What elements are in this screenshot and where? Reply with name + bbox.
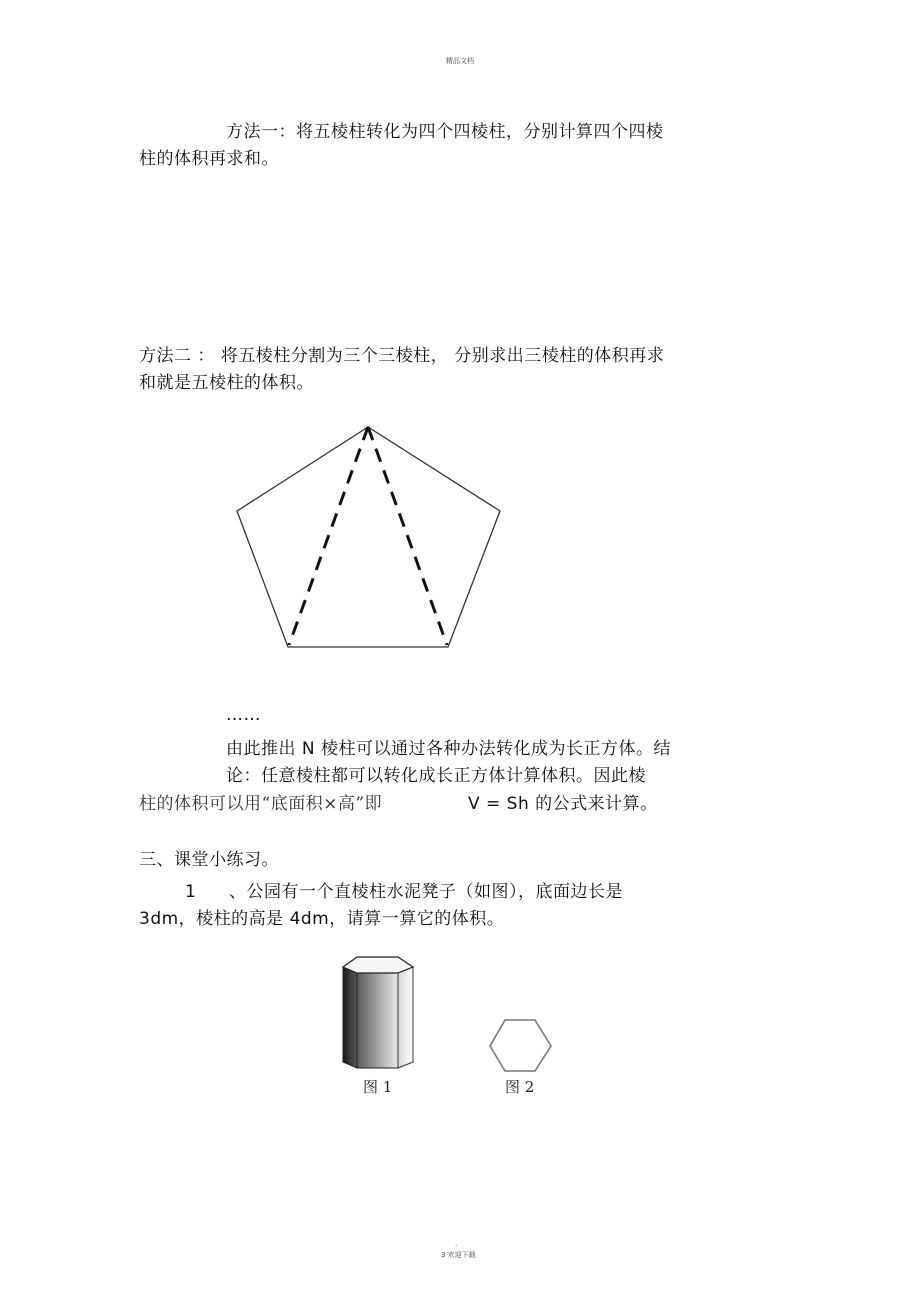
section3-heading: 三、课堂小练习。 <box>139 850 279 870</box>
hexagon-outline <box>490 1020 551 1071</box>
figure1-caption: 图 1 <box>363 1078 393 1096</box>
question-line2: 3dm，棱柱的高是 4dm，请算一算它的体积。 <box>139 909 505 929</box>
conclusion-line1: 由此推出 N 棱柱可以通过各种办法转化成为长正方体。结 <box>226 739 672 759</box>
conclusion-line3-formula-intro: 柱的体积可以用“底面积×高”即 <box>139 794 383 814</box>
conclusion-line2: 论：任意棱柱都可以转化成长正方体计算体积。因此棱 <box>226 766 646 786</box>
question-number: 1 <box>185 882 197 902</box>
question-line1: 、公园有一个直棱柱水泥凳子（如图），底面边长是 <box>229 882 623 902</box>
method1-line1: 方法一：将五棱柱转化为四个四棱柱，分别计算四个四棱 <box>226 122 664 142</box>
method1-line2: 柱的体积再求和。 <box>139 149 279 169</box>
page-footer: 3 欢迎下载 <box>441 1251 476 1259</box>
figure2-caption: 图 2 <box>505 1078 535 1096</box>
footer-dot: . <box>455 1240 458 1248</box>
page-header: 精品文档 <box>446 57 474 65</box>
conclusion-line3-formula: V = Sh 的公式来计算。 <box>468 794 658 814</box>
method2-line1: 方法二 ： 将五棱柱分割为三个三棱柱， 分别求出三棱柱的体积再求 <box>139 346 665 366</box>
method2-line2: 和就是五棱柱的体积。 <box>139 373 314 393</box>
ellipsis: …… <box>226 705 261 725</box>
